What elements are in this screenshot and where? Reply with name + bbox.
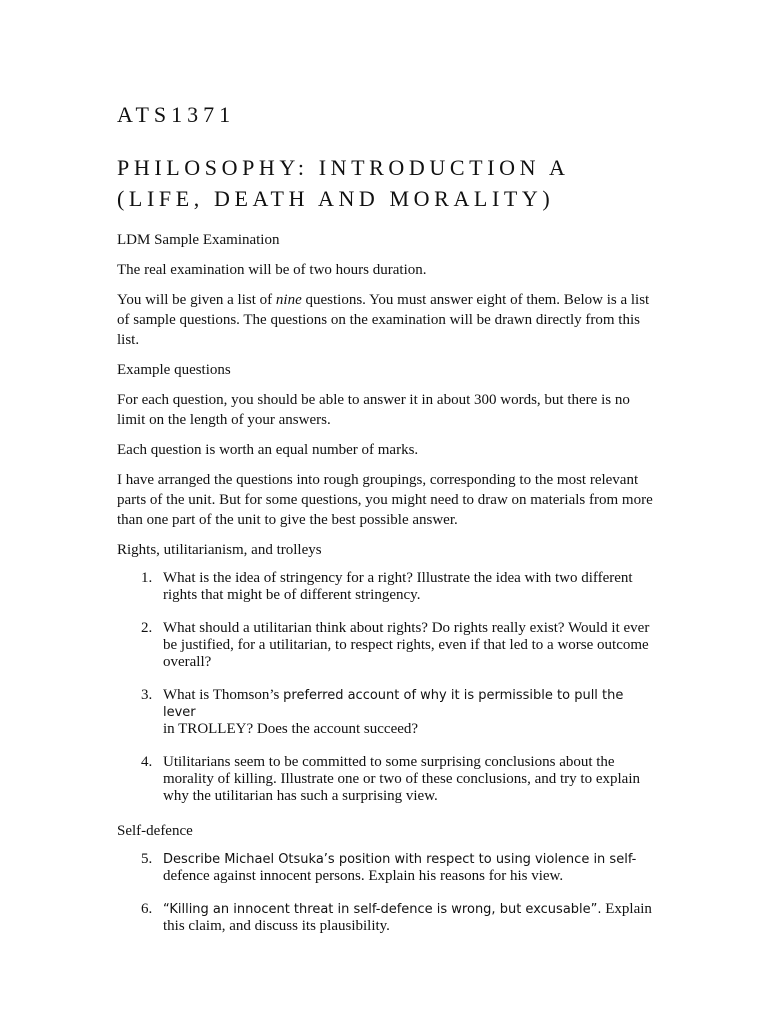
course-title-line-1: PHILOSOPHY: INTRODUCTION A [117,155,570,180]
question-number: 5. [141,851,153,867]
duration-note: The real examination will be of two hours duration. [117,262,427,278]
question-text: “Killing an innocent threat in self-defence is wrong, but excusable”. Explain this claim, and discuss its plausibility. [163,901,652,934]
exam-subtitle: LDM Sample Examination [117,232,280,248]
course-code: ATS1371 [117,102,236,127]
question-item [117,570,657,604]
section-heading-self-defence: Self-defence [117,823,193,839]
marks-note: Each question is worth an equal number of marks. [117,442,419,458]
section-heading-rights: Rights, utilitarianism, and trolleys [117,542,322,558]
question-text: Utilitarians seem to be committed to some surprising conclusions about the morality of killing. Illustrate one or two of these conclusions, and try to explain why the utilitarian has such a surprising view. [163,754,640,804]
grouping-note: I have arranged the questions into rough groupings, corresponding to the most relevant parts of the unit. But for some questions, you might need to draw on materials from more than one part of the unit to give the best possible answer. [117,472,653,528]
question-number: 2. [141,620,153,636]
question-number: 6. [141,901,153,917]
question-item [117,687,657,738]
question-item [117,754,657,805]
course-title-line-2: (LIFE, DEATH AND MORALITY) [117,186,555,211]
question-item [117,901,657,935]
question-item [117,851,657,885]
question-text: What is Thomson’s preferred account of why it is permissible to pull the lever in TROLLEY? Does the account succeed? [163,687,624,737]
question-list-rights [117,570,657,805]
emphasis-nine: nine [275,292,302,308]
question-list-self-defence [117,851,657,935]
question-list-note: You will be given a list of nine questions. You must answer eight of them. Below is a list of sample questions. The questions on the examination will be drawn directly from this list. [117,292,650,348]
question-text: What should a utilitarian think about rights? Do rights really exist? Would it ever be justified, for a utilitarian, to respect rights, even if that led to a worse outcome overall? [163,620,650,670]
question-number: 1. [141,570,153,586]
document-page [117,100,657,951]
question-text: What is the idea of stringency for a right? Illustrate the idea with two different rights that might be of different stringency. [163,570,633,603]
word-count-note: For each question, you should be able to answer it in about 300 words, but there is no limit on the length of your answers. [117,392,630,428]
course-title [117,152,657,214]
example-questions-heading: Example questions [117,362,231,378]
question-text: Describe Michael Otsuka’s position with respect to using violence in self- defence against innocent persons. Explain his reasons for his view. [163,852,637,884]
question-item [117,620,657,671]
question-number: 4. [141,754,153,770]
question-number: 3. [141,687,153,703]
